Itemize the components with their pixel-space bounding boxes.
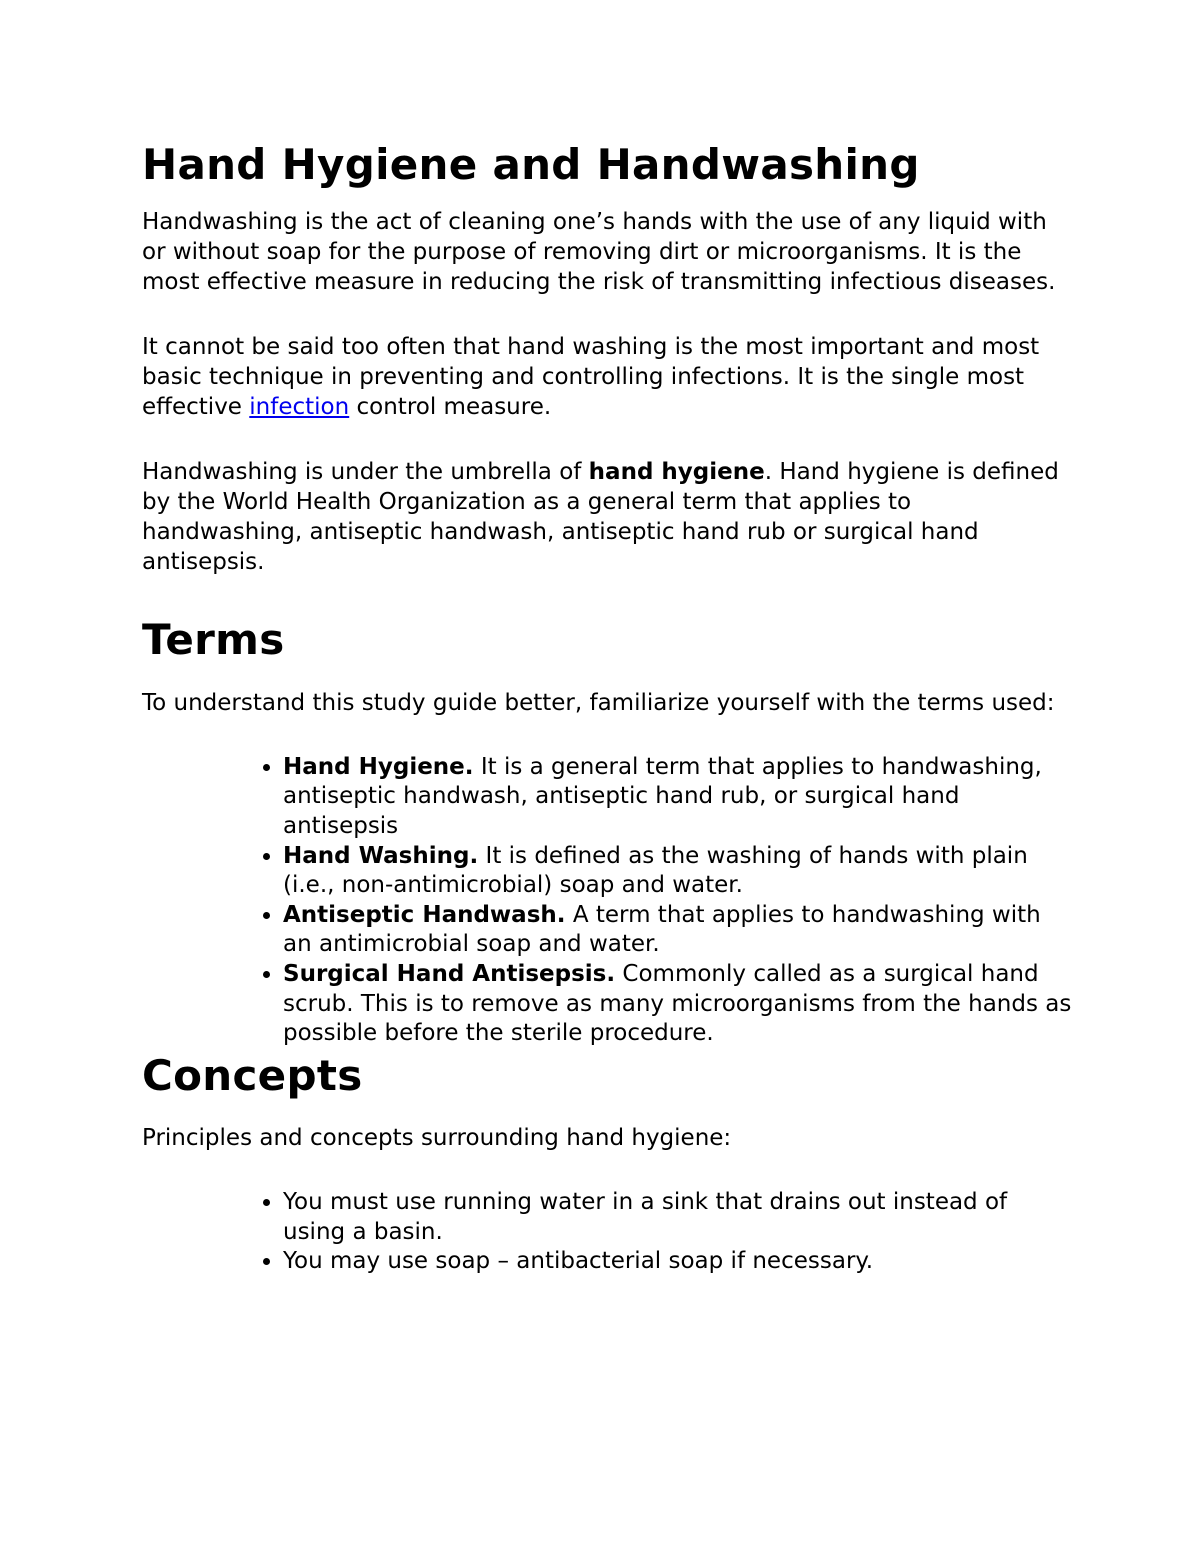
- intro-paragraph-2: [142, 332, 1072, 422]
- term-definition: A term that applies to handwashing with an antimicrobial soap and water.: [283, 901, 1041, 958]
- intro-paragraph-3-text-b: . Hand hygiene is defined by the World Health Organization as a general term that applies to handwashing, antiseptic handwash, antiseptic hand rub or surgical hand antisepsis.: [142, 459, 1059, 576]
- term-definition: Commonly called as a surgical hand scrub. This is to remove as many microorganisms from the hands as possible before the sterile procedure.: [283, 960, 1072, 1047]
- concepts-intro: Principles and concepts surrounding hand hygiene:: [142, 1125, 732, 1152]
- list-item: • You must use running water in a sink that drains out instead of using a basin.: [283, 1188, 1072, 1247]
- terms-intro: To understand this study guide better, familiarize yourself with the terms used:: [142, 689, 1055, 716]
- term-label: Antiseptic Handwash.: [283, 901, 566, 928]
- infection-link[interactable]: infection: [249, 394, 350, 421]
- term-definition: It is defined as the washing of hands with plain (i.e., non-antimicrobial) soap and water.: [283, 842, 1028, 899]
- list-item: [283, 753, 1072, 842]
- intro-paragraph-3-text-a: Handwashing is under the umbrella of: [142, 459, 589, 486]
- terms-list: [142, 753, 1072, 1049]
- term-label: Hand Hygiene.: [283, 753, 474, 780]
- hand-hygiene-bold: hand hygiene: [588, 459, 765, 486]
- list-item: • You may use soap – antibacterial soap if necessary.: [283, 1247, 1072, 1277]
- term-label: Hand Washing.: [283, 842, 479, 869]
- document-title: Hand Hygiene and Handwashing: [142, 140, 920, 189]
- concepts-list: [142, 1188, 1072, 1277]
- document-page: [142, 130, 1072, 1277]
- terms-heading: Terms: [142, 615, 285, 665]
- intro-paragraph-1: Handwashing is the act of cleaning one’s hands with the use of any liquid with or without soap for the purpose of removing dirt or microorganisms. It is the most effective measure in reducing the risk of transmitting infectious diseases.: [142, 209, 1056, 296]
- concepts-heading: Concepts: [142, 1050, 363, 1100]
- list-item: [283, 842, 1072, 901]
- intro-paragraph-2-text-b: control measure.: [349, 394, 552, 421]
- intro-paragraph-2-text-a: It cannot be said too often that hand washing is the most important and most basic technique in preventing and controlling infections. It is the single most effective: [142, 334, 1040, 421]
- list-item: [283, 960, 1072, 1049]
- list-item: [283, 901, 1072, 960]
- term-definition: It is a general term that applies to handwashing, antiseptic handwash, antiseptic hand rub, or surgical hand antisepsis: [283, 753, 1042, 839]
- intro-paragraph-3: [142, 457, 1072, 577]
- term-label: Surgical Hand Antisepsis.: [283, 960, 616, 987]
